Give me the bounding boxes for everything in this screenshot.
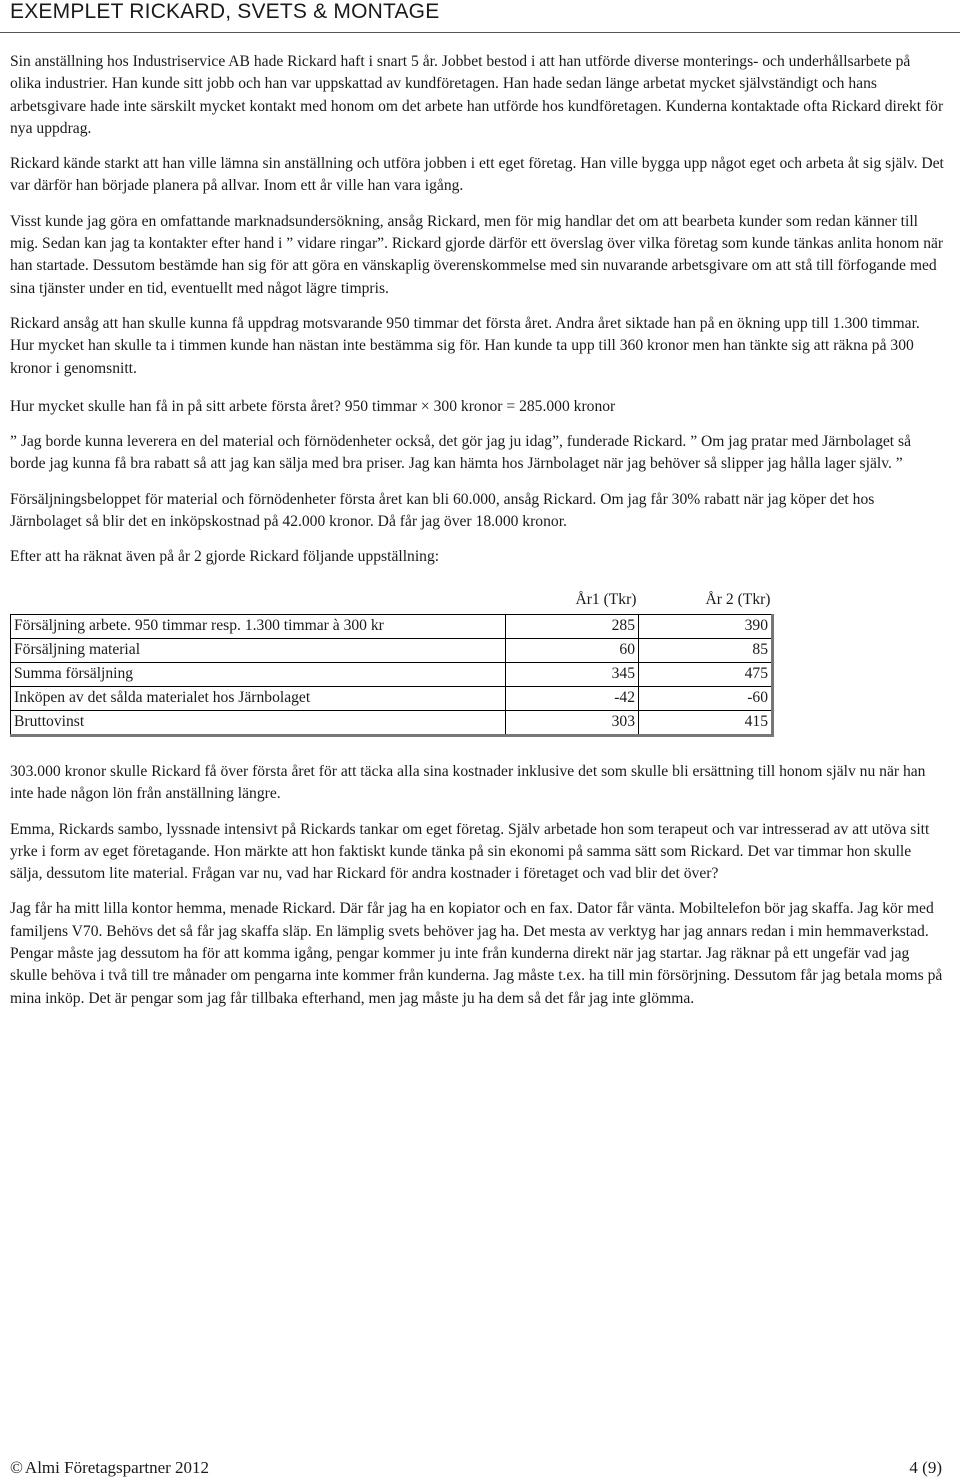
table-row	[11, 638, 773, 662]
page-number: 4 (9)	[909, 1458, 942, 1477]
paragraph-material-quote: ” Jag borde kunna leverera en del material och förnödenheter också, det gör jag ju idag”, funderade Rickard. ” Om jag pratar med Järnbolaget så borde jag kunna få bra rabatt så att jag kan sälja med bra priser. Jag kan hämta hos Järnbolaget när jag behöver så slipper jag hålla lager själv. ”	[10, 433, 912, 473]
table-row	[11, 662, 773, 686]
table-header-year2: År 2 (Tkr)	[705, 590, 771, 608]
document-body	[10, 51, 945, 1023]
table-cell-year2: -60	[639, 686, 773, 710]
paragraph-emma: Emma, Rickards sambo, lyssnade intensivt på Rickards tankar om eget företag. Själv arbetade hon som terapeut och var intresserad av att utöva sitt yrke i form av eget företagande. Hon märkte att hon faktiskt kunde tänka på sin ekonomi på samma sätt som Rickard. Det var timmar hon skulle sälja, dessutom lite material. Frågan var nu, vad har Rickard för andra kostnader i företaget och vad blir det över?	[10, 820, 930, 883]
table-cell-year1: 285	[506, 614, 639, 638]
table-cell-label: Inköpen av det sålda materialet hos Järnbolaget	[11, 686, 506, 710]
table-cell-year1: 303	[506, 710, 639, 735]
table-cell-year1: 60	[506, 638, 639, 662]
document-header: EXEMPLET RICKARD, SVETS & MONTAGE	[10, 0, 440, 23]
table-row	[11, 686, 773, 710]
paragraph-decision: Rickard kände starkt att han ville lämna sin anställning och utföra jobben i ett eget företag. Han ville bygga upp något eget och arbeta åt sig själv. Det var därför han började planera på allvar. Inom ett år ville han vara igång.	[10, 155, 944, 195]
footer-publisher: Almi Företagspartner 2012	[24, 1458, 210, 1477]
paragraph-intro: Sin anställning hos Industriservice AB hade Rickard haft i snart 5 år. Jobbet bestod i att han utförde diverse monterings- och underhållsarbete på olika industrier. Han kunde sitt jobb och han var uppskattad av kundföretagen. Han hade sedan länge arbetat mycket självständigt och hans arbetsgivare hade inte särskilt mycket kontakt med honom om det arbete han utförde hos kundföretagen. Kunderna kontaktade ofta Rickard direkt för nya uppdrag.	[10, 53, 944, 137]
table-header-label	[11, 589, 506, 615]
table-row	[11, 614, 773, 638]
table-cell-label: Summa försäljning	[11, 662, 506, 686]
page-footer	[10, 1458, 950, 1478]
table-cell-year2: 390	[639, 614, 773, 638]
paragraph-market: Visst kunde jag göra en omfattande marknadsundersökning, ansåg Rickard, men för mig handlar det om att bearbeta kunder som redan känner till mig. Sedan kan jag ta kontakter efter hand i ” vidare ringar”. Rickard gjorde därför ett överslag över vilka företag som kunde tänkas anlita honom när han startade. Dessutom bestämde han sig för att göra en vänskaplig överenskommelse med sin nuvarande arbetsgivare om att stå till förfogande med sina tjänster under en tid, eventuellt med något lägre timpris.	[10, 212, 944, 297]
table-cell-year2: 85	[639, 638, 773, 662]
table-cell-label: Bruttovinst	[11, 710, 506, 735]
table-cell-year1: -42	[506, 686, 639, 710]
calculation-table	[10, 589, 774, 737]
header-rule	[0, 32, 960, 33]
table-header-year1: År1 (Tkr)	[575, 590, 637, 608]
table-row	[11, 710, 773, 735]
table-cell-year1: 345	[506, 662, 639, 686]
table-header-row	[11, 589, 773, 615]
table-cell-year2: 475	[639, 662, 773, 686]
copyright-icon: ©	[10, 1458, 23, 1477]
paragraph-material-calc: Försäljningsbeloppet för material och förnödenheter första året kan bli 60.000, ansåg Rickard. Om jag får 30% rabatt när jag köper det hos Järnbolaget så blir det en inköpskostnad på 42.000 kronor. Då får jag över 18.000 kronor.	[10, 490, 875, 531]
paragraph-table-intro: Efter att ha räknat även på år 2 gjorde Rickard följande uppställning:	[10, 548, 440, 566]
table-cell-label: Försäljning material	[11, 638, 506, 662]
paragraph-hours: Rickard ansåg att han skulle kunna få uppdrag motsvarande 950 timmar det första året. Andra året siktade han på en ökning upp till 1.300 timmar. Hur mycket han skulle ta i timmen kunde han nästan inte bestämma sig för. Han kunde ta upp till 360 kronor men han tänkte sig att räkna på 300 kronor i genomsnitt.	[10, 314, 920, 377]
paragraph-costs: Jag får ha mitt lilla kontor hemma, menade Rickard. Där får jag ha en kopiator och en fax. Dator får vänta. Mobiltelefon bör jag skaffa. Jag kör med familjens V70. Behövs det så får jag skaffa släp. En lämplig svets behöver jag ha. Det mesta av verktyg har jag annars redan i min hemmaverkstad. Pengar måste jag dessutom ha för att komma igång, pengar kommer ju inte från kunderna direkt när jag startar. Jag räknar på ett ungefär vad jag skulle behöva i två till tre månader om pengarna inte kommer från kunderna. Jag måste t.ex. ha till min försörjning. Dessutom får jag betala moms på mina inköp. Det är pengar som jag får tillbaka efterhand, men jag måste ju ha dem så det får jag inte glömma.	[10, 900, 943, 1007]
table-cell-year2: 415	[639, 710, 773, 735]
paragraph-formula: Hur mycket skulle han få in på sitt arbete första året? 950 timmar × 300 kronor = 285.000 kronor	[10, 397, 616, 415]
calculation-table-wrapper	[10, 589, 945, 737]
paragraph-result: 303.000 kronor skulle Rickard få över första året för att täcka alla sina kostnader inklusive det som skulle bli ersättning till honom själv nu när han inte hade någon lön från anställning längre.	[10, 762, 926, 803]
table-cell-label: Försäljning arbete. 950 timmar resp. 1.300 timmar à 300 kr	[11, 614, 506, 638]
